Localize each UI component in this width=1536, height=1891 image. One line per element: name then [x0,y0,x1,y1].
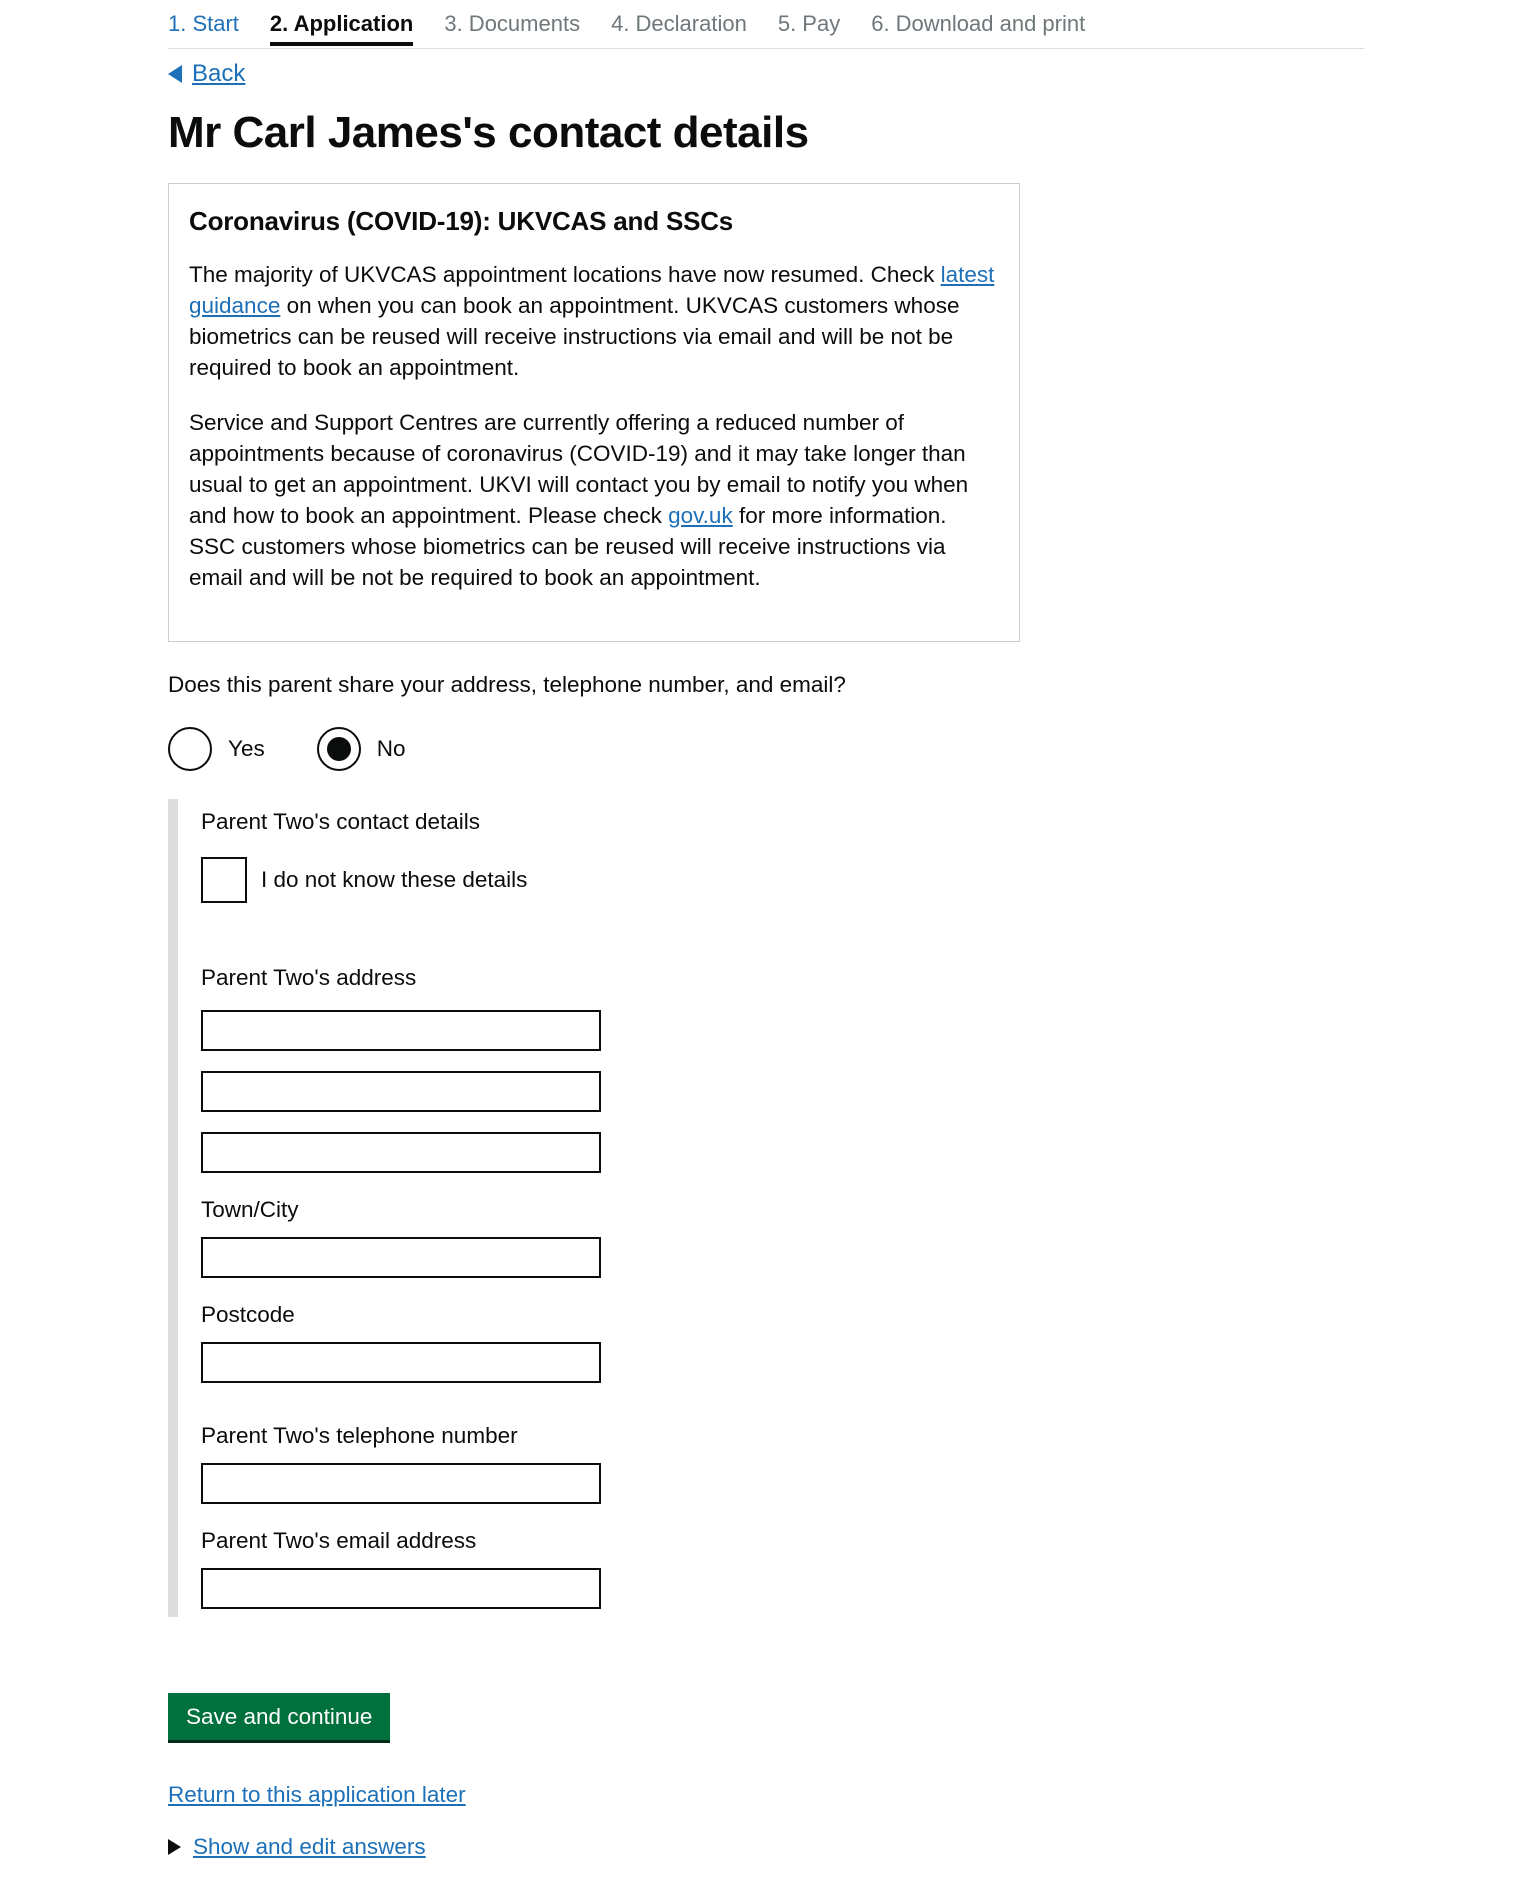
back-link-label[interactable]: Back [192,60,246,87]
progress-step-declaration: 4. Declaration [611,11,747,36]
latest-guidance-link[interactable]: latest guidance [189,261,995,318]
share-details-question: Does this parent share your address, telephone number, and email? [168,671,846,697]
radio-yes-label[interactable]: Yes [228,735,265,761]
progress-step-start[interactable]: 1. Start [168,11,239,36]
radio-no-label[interactable]: No [376,735,406,761]
return-later-link[interactable]: Return to this application later [168,1781,466,1807]
show-edit-answers-toggle[interactable] [168,1834,1368,1860]
unknown-details-checkbox-row[interactable] [201,857,1368,903]
share-details-radios [168,724,1368,774]
radio-yes-input[interactable] [168,727,212,771]
show-edit-answers-label[interactable]: Show and edit answers [193,1833,426,1859]
triangle-right-icon [168,1839,181,1855]
email-input[interactable] [201,1568,601,1609]
notice-paragraph-1 [189,259,999,383]
notice-p1-text-after: on when you can book an appointment. UKVCAS customers whose biometrics can be reused will receive instructions via email and will be not be required to book an appointment. [189,292,960,380]
parent-two-contact-section [168,799,1368,1617]
notice-p1-text-before: The majority of UKVCAS appointment locations have now resumed. Check [189,261,941,287]
postcode-input[interactable] [201,1342,601,1383]
notice-p2-text-after: for more information. SSC customers whose biometrics can be reused will receive instructions via email and will be not be required to book an appointment. [189,502,947,590]
progress-step-application: 2. Application [270,0,413,46]
telephone-input[interactable] [201,1463,601,1504]
progress-step-pay: 5. Pay [777,11,841,36]
parent-two-contact-heading: Parent Two's contact details [201,808,481,834]
radio-yes[interactable] [168,727,265,771]
unknown-details-label[interactable]: I do not know these details [261,866,528,892]
telephone-label: Parent Two's telephone number [201,1422,518,1448]
address-line-1-input[interactable] [201,1010,601,1051]
unknown-details-checkbox[interactable] [201,857,247,903]
radio-no[interactable] [317,727,406,771]
notice-paragraph-2 [189,407,999,593]
progress-step-documents: 3. Documents [444,11,581,36]
postcode-label: Postcode [201,1301,295,1327]
address-line-2-input[interactable] [201,1071,601,1112]
save-and-continue-button[interactable]: Save and continue [168,1693,390,1740]
town-city-input[interactable] [201,1237,601,1278]
covid-notice [168,183,1020,642]
back-arrow-icon [168,65,182,83]
notice-p2-text-before: Service and Support Centres are currently offering a reduced number of appointments because of coronavirus (COVID-19) and it may take longer than usual to get an appointment. UKVI will contact you by email to notify you when and how to book an appointment. Please check [189,409,969,528]
address-line-3-input[interactable] [201,1132,601,1173]
radio-no-input[interactable] [317,727,361,771]
back-link[interactable] [168,59,1368,89]
notice-heading: Coronavirus (COVID-19): UKVCAS and SSCs [189,205,734,236]
progress-step-download-print: 6. Download and print [871,11,1086,36]
gov-uk-link[interactable]: gov.uk [668,502,733,528]
address-label: Parent Two's address [201,964,417,990]
page [168,0,1368,1860]
page-title: Mr Carl James's contact details [168,108,809,157]
progress-nav [168,0,1364,49]
town-city-label: Town/City [201,1196,299,1222]
email-label: Parent Two's email address [201,1527,477,1553]
